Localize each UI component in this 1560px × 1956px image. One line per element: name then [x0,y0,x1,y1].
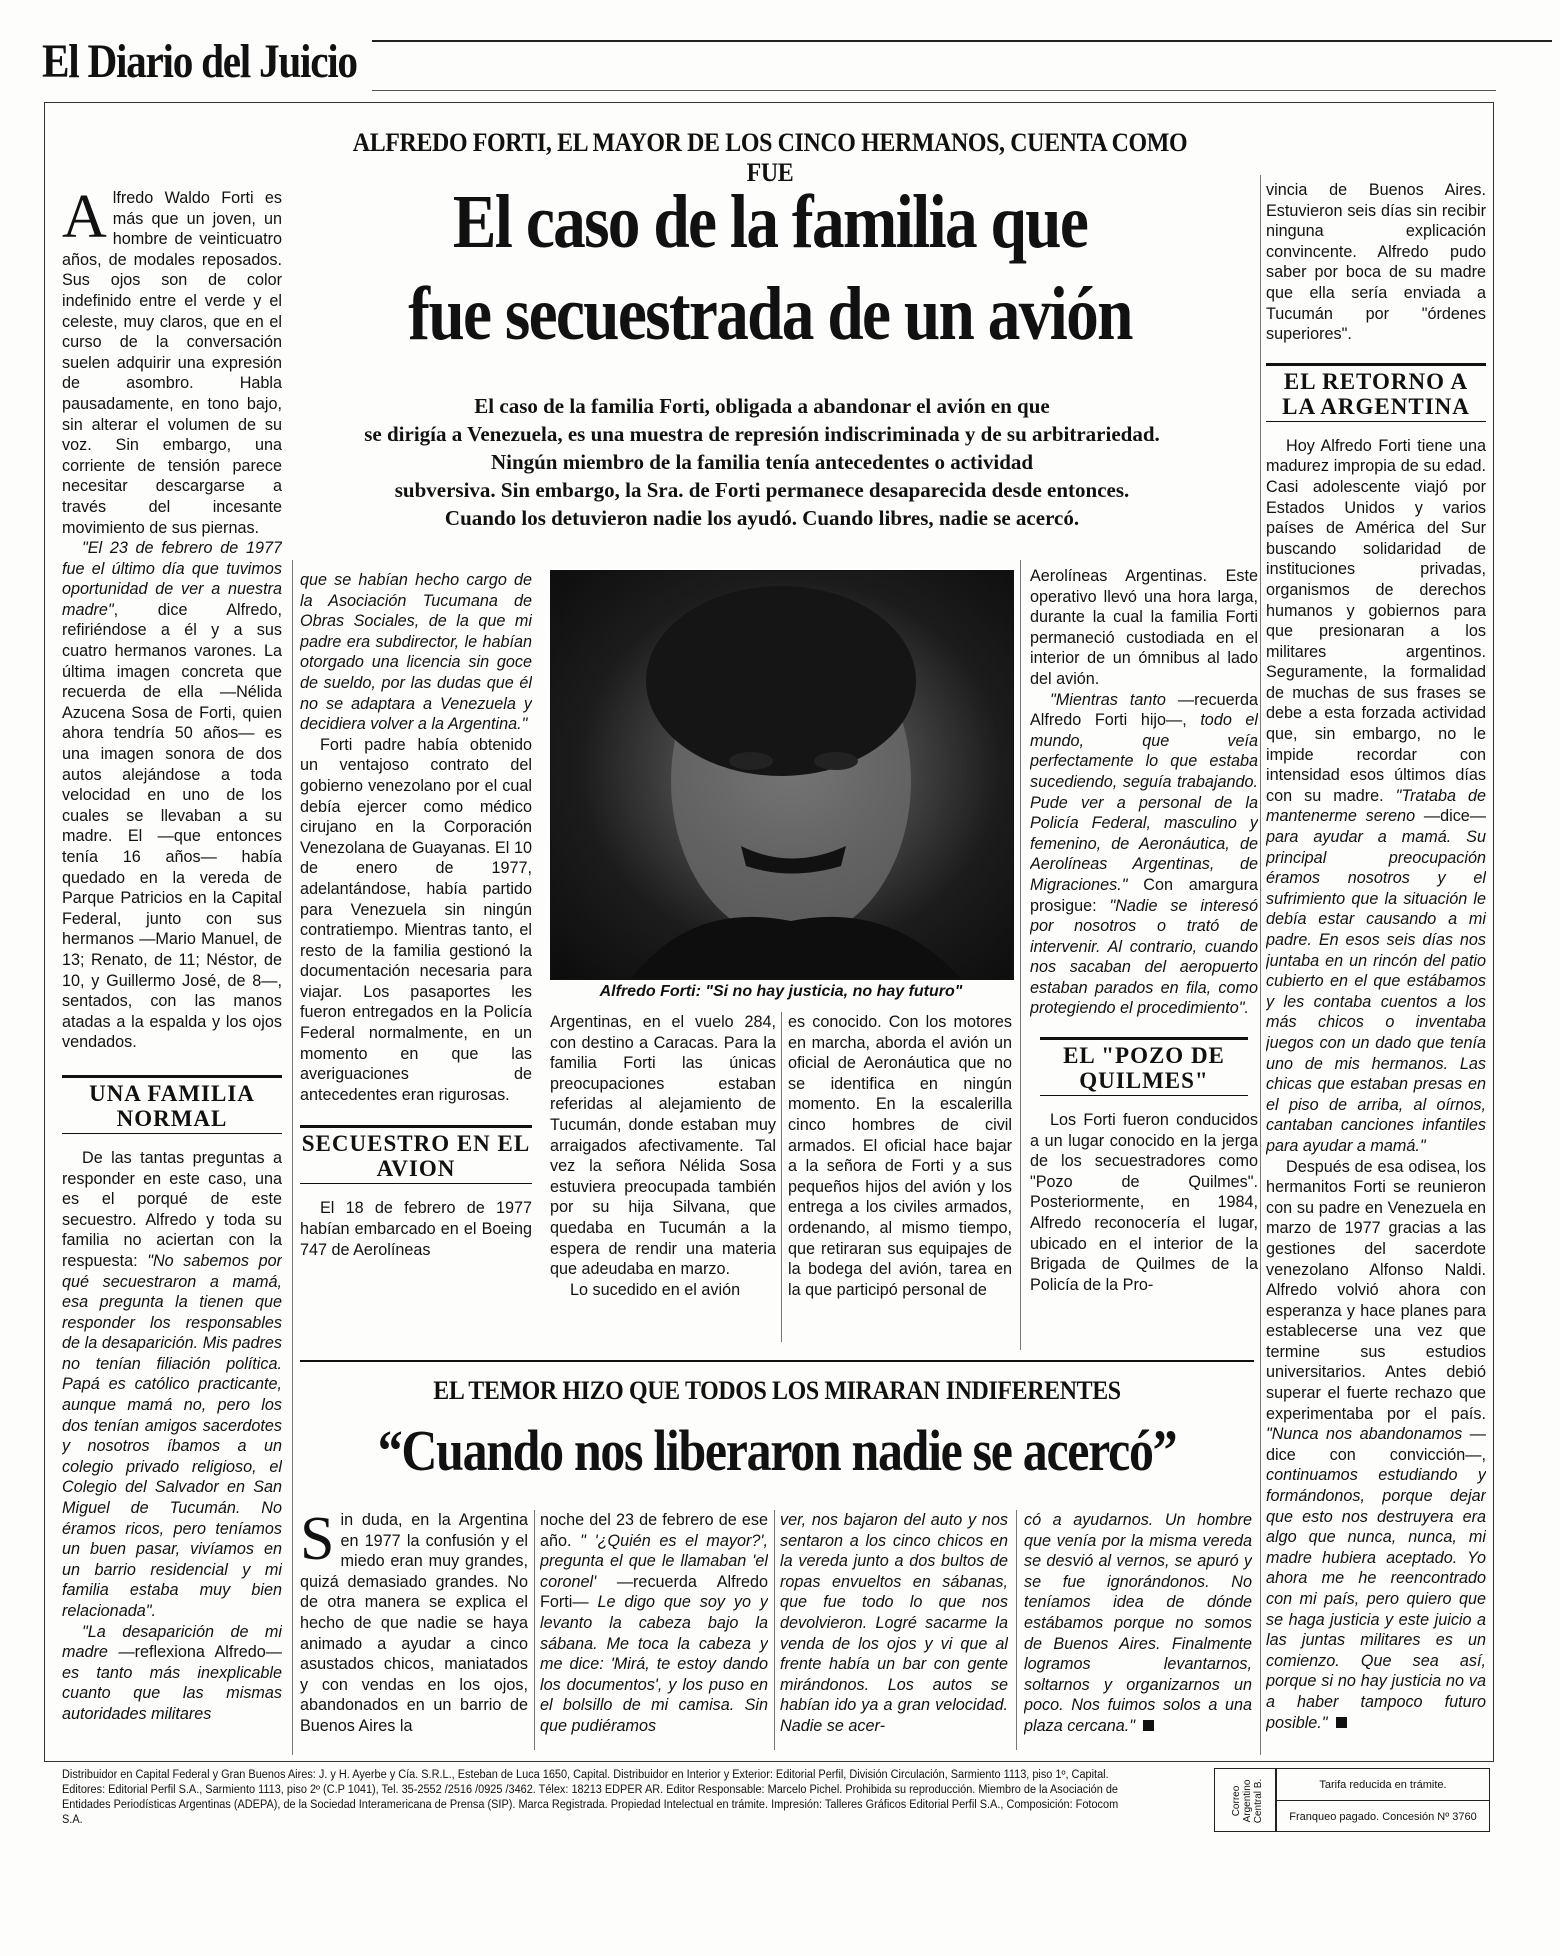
postal-tarifa: Tarifa reducida en trámite. [1277,1769,1489,1801]
postal-vertical-label: Correo Argentino Central B. [1230,1778,1264,1824]
article1-deck [292,392,1232,532]
drop-cap: A [62,188,107,251]
quote: todo el mundo, que veía perfectamente lo que estaba sucediendo, seguía trabajando. Pude ver a personal de la Policía Federal, masculino y femenino, de Aeronáutica, de Aerolíneas Argentinas, de Migraciones." [1030,711,1258,894]
article2-headline: “Cuando nos liberaron nadie se acercó” [377,1418,1177,1483]
footer-imprint: Distribuidor en Capital Federal y Gran Buenos Aires: J. y H. Ayerbe y Cía. S.R.L., Esteban de Luca 1650, Capital. Distribuidor en Interior y Exterior: Editorial Perfil, División Circulación, Sarmiento 1113, piso 1º, Capital. Editores: Editorial Perfil S.A., Sarmiento 1113, piso 2º (C.P 1041), Tel. 35-2552 /2516 /0925 /3462. Télex: 18213 EDPER AR. Editor Responsable: Marcelo Pichel. Prohibida su reproducción. Miembro de la Asociación de Entidades Periodísticas Argentinas (ADEPA), de la Sociedad Interamericana de Prensa (SIP). Marca Registrada. Propiedad Intelectual en trámite. Impresión: Talleres Gráficos Editorial Perfil S.A., Composición: Fotocom S.A. [62,1769,1119,1826]
quote: Le digo que soy yo y levanto la cabeza bajo la sábana. Me toca la cabeza y me dice: 'Mirá, te estoy dando los documentos', y los puso en el bolsillo de mi camisa. Sin que pudiéramos [540,1593,768,1735]
paragraph: —dice con convicción—, [1266,1425,1486,1464]
paragraph: Forti padre había obtenido un ventajoso contrato del gobierno venezolano por el cual debía ejercer como médico cirujano en la Corporación Venezolana de Guayanas. El 10 de enero de 1977, adelantándose, había partido para Venezuela sin ningún contratiempo. Mientras tanto, el resto de la familia gestionó la documentación necesaria para viajar. Los pasaportes les fueron entregados en la Policía Federal normalmente, en un momento en que las averiguaciones de antecedentes eran rigurosas. [300,735,532,1104]
column-divider [781,1012,782,1342]
article1-column-6 [1266,180,1486,1752]
end-mark-icon [1336,1717,1347,1728]
deck-line: Ningún miembro de la familia tenía antecedentes o actividad [490,450,1034,474]
paragraph: —reflexiona Alfredo— [107,1643,282,1662]
paragraph: Con amargura prosigue: [1030,875,1258,915]
end-mark-icon [1143,1720,1154,1731]
quote: "Trataba de mantenerme sereno [1266,786,1486,826]
paragraph: noche del 23 de febrero de ese año. [540,1511,768,1550]
article1-column-4 [788,1012,1012,1342]
postal-franqueo: Franqueo pagado. Concesión Nº 3760 [1289,1811,1477,1823]
paragraph: Después de esa odisea, los hermanitos Forti se reunieron con su padre en Venezuela en marzo de 1977 gracias a las gestiones del sacerdote venezolano Alfonso Naldi. Alfredo volvió ahora con esperanza y hace planes para establecerse una vez que termine sus estudios universitarios. Antes debió superar el fuerte rechazo que experimentaba por el país. [1266,1157,1486,1423]
quote: "Mientras tanto [1050,690,1166,709]
paragraph: Lo sucedido en el avión [570,1280,741,1299]
article2-kicker: EL TEMOR HIZO QUE TODOS LOS MIRARAN INDIFERENTES [433,1376,1121,1405]
portrait-photo [550,570,1014,980]
paragraph: Argentinas, en el vuelo 284, con destino a Caracas. Para la familia Forti las únicas preocupaciones estaban referidas al alejamiento de Tucumán, donde estaban muy arraigados afectivamente. Tal vez la señora Nélida Sosa estuviera preocupada también por su hija Silvana, que quedaba en Tucumán a la espera de rendir una materia que adeudaba en marzo. [550,1013,776,1279]
paragraph: —recuerda Alfredo Forti hijo—, [1030,690,1258,730]
deck-line: subversiva. Sin embargo, la Sra. de Forti permanece desaparecida desde entonces. [394,478,1130,502]
subhead-una-familia-normal: UNA FAMILIA NORMAL [62,1075,282,1134]
quote: "No sabemos por qué secuestraron a mamá, esa pregunta la tienen que responder los responsables de la desaparición. Mis padres no tenían filiación política. Papá es católico practicante, aunque mamá no, pero los dos tenían amigos sacerdotes y nosotros íbamos a un colegio privado religioso, el Colegio del Salvador en San Miguel de Tucumán. No éramos ricos, pero teníamos un buen pasar, vivíamos en un barrio residencial y mi familia estaba muy bien relacionada". [62,1251,282,1620]
article1-column-5 [1030,566,1258,1346]
article1-column-3 [550,1012,776,1342]
column-divider [292,560,293,1755]
quote: có a ayudarnos. Un hombre que venía por la misma vereda se desvió al vernos, se apuró y se fue ignorándonos. No teníamos idea de dónde estábamos porque no somos de Buenos Aires. Finalmente logramos levantarnos, soltarnos y organizarnos un poco. Nos fuimos solos a una plaza cercana." [1024,1511,1252,1735]
article1-headline-line1: El caso de la familia que [452,180,1088,264]
article1-column-2 [300,570,532,1360]
quote: "Nadie se interesó por nosotros o trató de intervenir. Al contrario, cuando nos sacaban del aeropuerto estaban parados en fila, como protegiendo el procedimiento". [1030,896,1258,1018]
paragraph: Los Forti fueron conducidos a un lugar conocido en la jerga de los secuestradores como "Pozo de Quilmes". Posteriormente, en 1984, Alfredo reconocería el lugar, ubicado en el interior de la Brigada de Quilmes de la Policía de la Pro- [1030,1111,1258,1294]
paragraph: De las tantas preguntas a responder en este caso, una es el porqué de este secuestro. Alfredo y toda su familia no aciertan con la respuesta: [62,1148,282,1270]
article2-column-4 [1024,1510,1252,1755]
article2-column-3 [780,1510,1008,1755]
column-divider [774,1510,775,1750]
paragraph: El 18 de febrero de 1977 habían embarcado en el Boeing 747 de Aerolíneas [300,1199,532,1259]
paragraph: Aerolíneas Argentinas. Este operativo llevó una hora larga, durante la cual la familia Forti permaneció custodiada en el interior de un ómnibus al lado del avión. [1030,567,1258,688]
subhead-pozo-de-quilmes: EL "POZO DE QUILMES" [1040,1037,1248,1096]
quote: "Nunca nos abandonamos [1266,1425,1463,1444]
paragraph: Hoy Alfredo Forti tiene una madurez impropia de su edad. Casi adolescente viajó por Estados Unidos y varios países de América del Sur buscando solidaridad de instituciones privadas, organismos de derechos humanos y gobiernos para que presionaran a los militares argentinos. Seguramente, la formalidad de muchas de sus frases se debe a esta forzada actividad que, sin embargo, no le impide recordar con intensidad esos últimos días con su madre. [1266,436,1486,805]
quote: "El 23 de febrero de 1977 fue el último día que tuvimos oportunidad de ver a nuestra madre" [62,539,282,619]
quote: es tanto más inexplicable cuanto que las mismas autoridades militares [62,1663,282,1723]
quote: " '¿Quién es el mayor?', pregunta el que le llamaban 'el coronel' [540,1531,768,1591]
drop-cap: S [300,1510,335,1573]
photo-caption: Alfredo Forti: "Si no hay justicia, no hay futuro" [599,983,963,1000]
subhead-secuestro-en-el-avion: SECUESTRO EN EL AVION [300,1125,532,1184]
masthead: El Diario del Juicio [42,35,357,88]
subhead-el-retorno-a-la-argentina: EL RETORNO A LA ARGENTINA [1266,363,1486,422]
paragraph: , dice Alfredo, refiriéndose a él y a sus cuatro hermanos varones. La última imagen concreta que recuerda de ella —Nélida Azucena Sosa de Forti, quien ahora tendría 50 años— es una imagen sonora de dos autos alejándose a toda velocidad en uno de los cuales se llevaban a su madre. El —que entonces tenía 16 años— había quedado en la vereda de Parque Patricios en la Capital Federal, junto con sus hermanos —Mario Manuel, de 13; Renato, de 11; Néstor, de 10, y Guillermo José, de 8—, sentados, con las manos atadas a la espalda y los ojos vendados. [62,600,282,1052]
quote: que se habían hecho cargo de la Asociación Tucumana de Obras Sociales, de la que mi padre era subdirector, le habían otorgado una licencia sin goce de sueldo, por las dudas que él no se adaptara a Venezuela y decidiera volver a la Argentina." [300,571,532,734]
article2-column-2 [540,1510,768,1755]
masthead-rule-top [372,40,1552,42]
deck-line: Cuando los detuvieron nadie los ayudó. Cuando libres, nadie se acercó. [444,506,1080,530]
paragraph: in duda, en la Argentina en 1977 la confusión y el miedo eran muy grandes, quizá demasiado grandes. No de otra manera se explica el hecho de que nadie se haya animado a ayudar a cinco asustados chicos, maniatados y con vendas en los ojos, abandonados en un barrio de Buenos Aires la [300,1511,528,1735]
column-divider [1016,1510,1017,1750]
portrait-figure [551,571,1013,979]
deck-line: se dirigía a Venezuela, es una muestra de represión indiscriminada y de su arbitrariedad. [364,422,1160,446]
article2-rule [300,1360,1254,1362]
deck-line: El caso de la familia Forti, obligada a abandonar el avión en que [474,394,1050,418]
masthead-rule-bottom [372,90,1496,91]
postal-stamp-box [1214,1768,1276,1832]
quote: para ayudar a mamá. Su principal preocupación éramos nosotros y el sufrimiento que la situación le debía estar causando a mi padre. En esos seis días nos juntaba en un rincón del patio cubierto en el que estábamos y les contaba cuentos a los más chicos o inventaba juegos con un dado que tenía uno de mis hermanos. Las chicas que estaban presas en el piso de arriba, al oírnos, cantaban canciones infantiles para ayudar a mamá." [1266,828,1486,1155]
article1-kicker: ALFREDO FORTI, EL MAYOR DE LOS CINCO HERMANOS, CUENTA COMO FUE [352,128,1188,187]
paragraph: vincia de Buenos Aires. Estuvieron seis días sin recibir ninguna explicación convincente. Alfredo pudo saber por boca de su madre que ella sería enviada a Tucumán por "órdenes superiores". [1266,181,1486,344]
quote: ver, nos bajaron del auto y nos sentaron a los cinco chicos en la vereda junto a dos bultos de ropas envueltos en sábanas, que fue todo lo que nos devolvieron. Logré sacarme la venda de los ojos y vi que al frente había un bar con gente mirándonos. Los autos se habían ido ya a gran velocidad. Nadie se acer- [780,1511,1008,1735]
column-divider [1260,175,1261,1755]
postal-info-box [1276,1768,1490,1832]
paragraph: —recuerda Alfredo Forti— [540,1572,768,1612]
column-divider [534,1510,535,1750]
paragraph: lfredo Waldo Forti es más que un joven, un hombre de veinticuatro años, de modales reposados. Sus ojos son de color indefinido entre el verde y el celeste, muy claros, que en el curso de la conversación suelen adquirir una expresión de asombro. Habla pausadamente, en tono bajo, sin alterar el volumen de su voz. Sin embargo, una corriente de tensión parece necesitar descargarse a través del incesante movimiento de sus piernas. [62,189,282,537]
article1-headline-line2: fue secuestrada de un avión [408,272,1132,356]
paragraph: es conocido. Con los motores en marcha, aborda el avión un oficial de Aeronáutica que no se identifica en ningún momento. En la escalerilla cinco hombres de civil armados. El oficial hace bajar a la señora de Forti y a sus pequeños hijos del avión y los entrega a los civiles armados, ordenando, al mismo tiempo, que retiraran sus equipajes de la bodega del avión, tarea en la que participó personal de [788,1013,1012,1299]
article1-column-1 [62,188,282,1760]
quote: continuamos estudiando y formándonos, porque dejar que esto nos destruyera era algo que nunca, nunca, mi madre hubiera aceptado. Yo ahora me he reencontrado con mi país, pero quiero que se haga justicia y este juicio a las juntas militares es un comienzo. Que sea así, porque si no hay justicia no va a haber tampoco futuro posible." [1266,1466,1486,1732]
column-divider [1020,560,1021,1350]
quote: "La desaparición de mi madre [62,1622,282,1662]
article2-column-1 [300,1510,528,1755]
paragraph: —dice— [1415,807,1486,826]
